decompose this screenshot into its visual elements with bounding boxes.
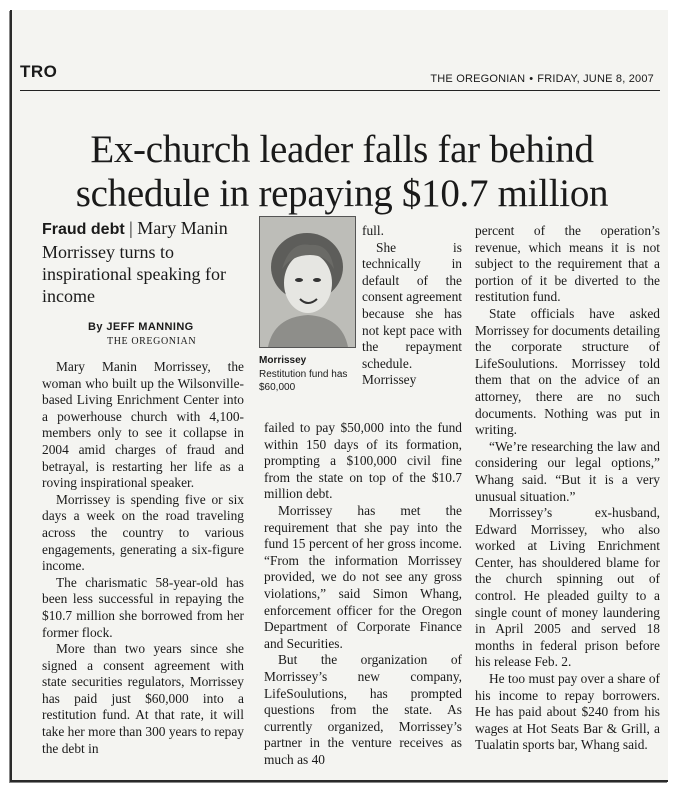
- kicker: [42, 217, 242, 307]
- publication-date: FRIDAY, JUNE 8, 2007: [537, 73, 654, 85]
- article-column-1: [42, 359, 244, 757]
- paragraph: full.: [362, 223, 384, 238]
- article-column-2-top: [362, 223, 462, 389]
- article-column-2-bottom: [264, 420, 462, 768]
- bullet-separator: •: [529, 73, 534, 85]
- paragraph: But the organization of Morrissey’s new company, LifeSoulutions, has prompted questions from the state. As currently organized, Morrissey’s partner in the venture receives as much as 40: [264, 652, 462, 767]
- article-column-3: [475, 223, 660, 754]
- kicker-separator: |: [129, 218, 133, 238]
- photo-caption-text: Restitution fund has $60,000: [259, 369, 348, 393]
- paragraph: Morrissey’s ex-husband, Edward Morrissey, who also worked at Living Enrichment Center, has shouldered blame for the church spinning out of control. He pleaded guilty to a single count of money laundering in April 2005 and served 18 months in federal prison before his release Feb. 2.: [475, 505, 660, 670]
- paragraph: State officials have asked Morrissey for documents detailing the corporate structure of LifeSoulutions. Morrissey told them that on the advice of an attorney, there are no such documents. Nothing was put in writing.: [475, 305, 660, 438]
- paragraph: failed to pay $50,000 into the fund within 150 days of its formation, prompting a $100,000 civil fine from the state on top of the $10.7 million debt.: [264, 420, 462, 502]
- paragraph: Morrissey has met the requirement that she pay into the fund 15 percent of her gross income. “From the information Morrissey provided, we do not see any gross violations,” said Simon Whang, enforcement officer for the Oregon Department of Corporate Finance and Securities.: [264, 502, 462, 651]
- section-label: TRO: [20, 62, 58, 81]
- folio-line: [430, 73, 654, 85]
- kicker-text: Mary Manin Morrissey turns to inspirational speaking for income: [42, 218, 228, 306]
- newspaper-clipping: [10, 10, 668, 782]
- paragraph: Morrissey is spending five or six days a week on the road traveling across the country to various engagements, generating a six-figure income.: [42, 491, 244, 574]
- photo-caption-name: Morrissey: [259, 355, 307, 366]
- paragraph: Mary Manin Morrissey, the woman who built up the Wilsonville-based Living Enrichment Center into a powerhouse church with 4,100-members only to see it collapse in 2004 amid charges of fraud and betrayal, is restarting her life as a roving inspirational speaker.: [42, 359, 244, 491]
- header-rule: [20, 90, 660, 91]
- byline: By JEFF MANNING: [88, 321, 194, 333]
- paragraph: “We’re researching the law and considering our legal options,” Whang said. “But it is a very unusual situation.”: [475, 438, 660, 504]
- paragraph: He too must pay over a share of his income to repay borrowers. He has paid about $240 from his wages at Hot Seats Bar & Grill, a Tualatin sports bar, Whang said.: [475, 671, 660, 753]
- paragraph: The charismatic 58-year-old has been less successful in repaying the $10.7 million she borrowed from her former flock.: [42, 574, 244, 640]
- byline-organization: THE OREGONIAN: [107, 336, 197, 347]
- kicker-label: Fraud debt: [42, 221, 125, 238]
- portrait-image: [260, 217, 355, 347]
- headline: Ex-church leader falls far behind schedule in repaying $10.7 million: [75, 128, 609, 216]
- paragraph: She is technically in default of the consent agreement because she has not kept pace with the repayment schedule. Morrissey: [362, 239, 463, 388]
- paragraph: More than two years since she signed a consent agreement with state securities regulators, Morrissey has paid just $60,000 into a restitution fund. At that rate, it will take her more than 300 years to repay the debt in: [42, 641, 244, 756]
- portrait-photo: [259, 216, 356, 348]
- newspaper-name: THE OREGONIAN: [430, 73, 526, 85]
- paragraph: percent of the operation’s revenue, which means it is not subject to the requirement that a portion of it be diverted to the restitution fund.: [475, 223, 660, 305]
